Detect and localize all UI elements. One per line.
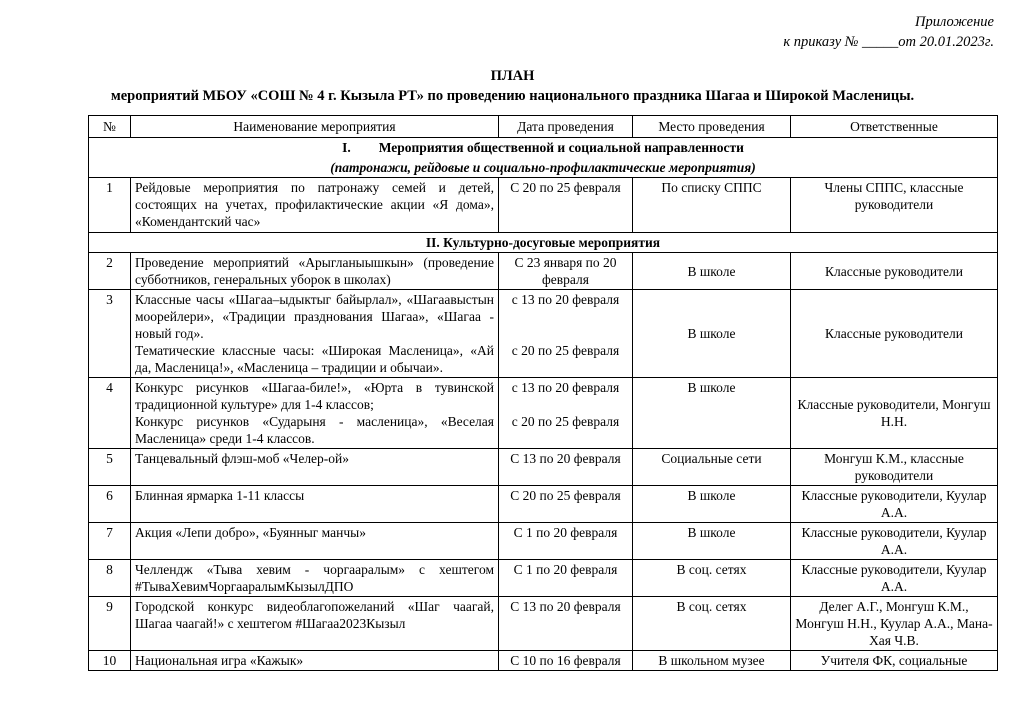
- document-annotation: [783, 12, 994, 52]
- section-heading: [93, 234, 993, 251]
- event-name-paragraph: Проведение мероприятий «Арыгланыышкын» (проведение субботников, генеральных уборок в школах): [135, 255, 494, 287]
- event-date: [499, 597, 633, 651]
- event-date: [499, 290, 633, 378]
- event-name-paragraph: Рейдовые мероприятия по патронажу семей и детей, состоящих на учетах, профилактические акции «Я дома», «Комендантский час»: [135, 180, 494, 229]
- event-name: [131, 449, 499, 486]
- event-name: [131, 597, 499, 651]
- annotation-line2: к приказу № _____от 20.01.2023г.: [783, 34, 994, 50]
- event-name-paragraph: Тематические классные часы: «Широкая Масленица», «Ай да, Масленица!», «Масленица – традиции и обычаи».: [135, 343, 494, 375]
- row-number: 5: [89, 449, 131, 486]
- event-name: [131, 178, 499, 233]
- event-date-line: С 23 января по 20 февраля: [514, 255, 617, 287]
- column-header-responsible: Ответственные: [791, 116, 998, 138]
- event-name: [131, 651, 499, 671]
- table-row: [89, 486, 998, 523]
- table-row: [89, 178, 998, 233]
- section-heading-cell: [89, 233, 998, 253]
- table-row: [89, 290, 998, 378]
- event-responsible: Члены СППС, классные руководители: [791, 178, 998, 233]
- event-date-line: С 10 по 16 февраля: [510, 653, 621, 668]
- event-name-paragraph: Блинная ярмарка 1-11 классы: [135, 488, 305, 503]
- event-name: [131, 523, 499, 560]
- section-title: Мероприятия общественной и социальной направленности: [378, 140, 744, 155]
- column-header-number: №: [89, 116, 131, 138]
- table-row: [89, 378, 998, 449]
- event-name-paragraph: Акция «Лепи добро», «Буянныг манчы»: [135, 525, 366, 540]
- table-row: [89, 253, 998, 290]
- row-number: 10: [89, 651, 131, 671]
- event-date-line: С 1 по 20 февраля: [513, 525, 618, 540]
- event-date-line: С 13 по 20 февраля: [510, 451, 621, 466]
- event-date: [499, 486, 633, 523]
- event-date-line: с 13 по 20 февраля: [511, 380, 620, 395]
- table-row: [89, 449, 998, 486]
- event-date: [499, 560, 633, 597]
- section-row: [89, 233, 998, 253]
- event-date-line: С 1 по 20 февраля: [513, 562, 618, 577]
- event-date-line: с 13 по 20 февраля: [511, 292, 620, 307]
- table-row: [89, 597, 998, 651]
- event-responsible: Классные руководители: [791, 253, 998, 290]
- title-line1: ПЛАН: [490, 68, 535, 84]
- event-date: [499, 449, 633, 486]
- event-place: В соц. сетях: [633, 560, 791, 597]
- event-name-paragraph: Танцевальный флэш-моб «Челер-ой»: [135, 451, 350, 466]
- plan-table: [88, 115, 998, 671]
- table-row: [89, 523, 998, 560]
- event-responsible: Классные руководители: [791, 290, 998, 378]
- event-date: [499, 651, 633, 671]
- event-date-line: С 13 по 20 февраля: [510, 599, 621, 614]
- row-number: 9: [89, 597, 131, 651]
- event-place: В школе: [633, 253, 791, 290]
- table-header-row: [89, 116, 998, 138]
- event-name-paragraph: Челлендж «Тыва хевим - чоргааралым» с хештегом #ТываХевимЧоргааралымКызылДПО: [135, 562, 494, 594]
- event-place: В школе: [633, 486, 791, 523]
- event-place: В школе: [633, 290, 791, 378]
- table-row: [89, 651, 998, 671]
- table-row: [89, 560, 998, 597]
- event-name: [131, 378, 499, 449]
- event-date-line: С 20 по 25 февраля: [510, 180, 621, 195]
- event-place: По списку СППС: [633, 178, 791, 233]
- event-responsible: Классные руководители, Монгуш Н.Н.: [791, 378, 998, 449]
- event-responsible: Монгуш К.М., классные руководители: [791, 449, 998, 486]
- row-number: 6: [89, 486, 131, 523]
- event-date-line: С 20 по 25 февраля: [510, 488, 621, 503]
- event-place: В школе: [633, 378, 791, 449]
- section-heading-cell: [89, 138, 998, 178]
- event-date: [499, 523, 633, 560]
- event-responsible: Классные руководители, Куулар А.А.: [791, 486, 998, 523]
- event-responsible: Классные руководители, Куулар А.А.: [791, 523, 998, 560]
- event-date: [499, 178, 633, 233]
- row-number: 4: [89, 378, 131, 449]
- event-name: [131, 290, 499, 378]
- section-title: II. Культурно-досуговые мероприятия: [425, 235, 661, 250]
- annotation-line1: Приложение: [915, 14, 994, 30]
- title-line2: мероприятий МБОУ «СОШ № 4 г. Кызыла РТ» по проведению национального праздника Шагаа и Широкой Масленицы.: [110, 88, 915, 104]
- column-header-event: Наименование мероприятия: [131, 116, 499, 138]
- event-name-paragraph: Конкурс рисунков «Шагаа-биле!», «Юрта в тувинской традиционной культуре» для 1-4 классов;: [135, 380, 494, 412]
- row-number: 3: [89, 290, 131, 378]
- event-responsible: Классные руководители, Куулар А.А.: [791, 560, 998, 597]
- event-date-line: с 20 по 25 февраля: [511, 343, 620, 358]
- event-place: Социальные сети: [633, 449, 791, 486]
- section-number: I.: [342, 140, 351, 155]
- column-header-date: Дата проведения: [499, 116, 633, 138]
- event-date-line: с 20 по 25 февраля: [511, 414, 620, 429]
- event-place: В соц. сетях: [633, 597, 791, 651]
- event-name-paragraph: Национальная игра «Кажык»: [135, 653, 304, 668]
- event-responsible: Делег А.Г., Монгуш К.М., Монгуш Н.Н., Куулар А.А., Мана-Хая Ч.В.: [791, 597, 998, 651]
- event-name-paragraph: Классные часы «Шагаа–ыдыктыг байырлал», «Шагаавыстын моорейлери», «Традиции празднования Шагаа», «Шагаа - новый год».: [135, 292, 494, 341]
- event-place: В школьном музее: [633, 651, 791, 671]
- event-name: [131, 253, 499, 290]
- event-place: В школе: [633, 523, 791, 560]
- event-date: [499, 378, 633, 449]
- event-name: [131, 486, 499, 523]
- section-heading: [93, 139, 993, 156]
- event-name: [131, 560, 499, 597]
- row-number: 1: [89, 178, 131, 233]
- section-subtitle: (патронажи, рейдовые и социально-профилактические мероприятия): [330, 160, 756, 175]
- column-header-place: Место проведения: [633, 116, 791, 138]
- event-name-paragraph: Конкурс рисунков «Сударыня - масленица», «Веселая Масленица» среди 1-4 классов.: [135, 414, 494, 446]
- row-number: 2: [89, 253, 131, 290]
- event-date: [499, 253, 633, 290]
- row-number: 8: [89, 560, 131, 597]
- event-responsible: Учителя ФК, социальные: [791, 651, 998, 671]
- section-row: [89, 138, 998, 178]
- event-name-paragraph: Городской конкурс видеоблагопожеланий «Шаг чаагай, Шагаа чаагай!» с хештегом #Шагаа2023Кызыл: [135, 599, 494, 631]
- page-title: [58, 66, 967, 106]
- row-number: 7: [89, 523, 131, 560]
